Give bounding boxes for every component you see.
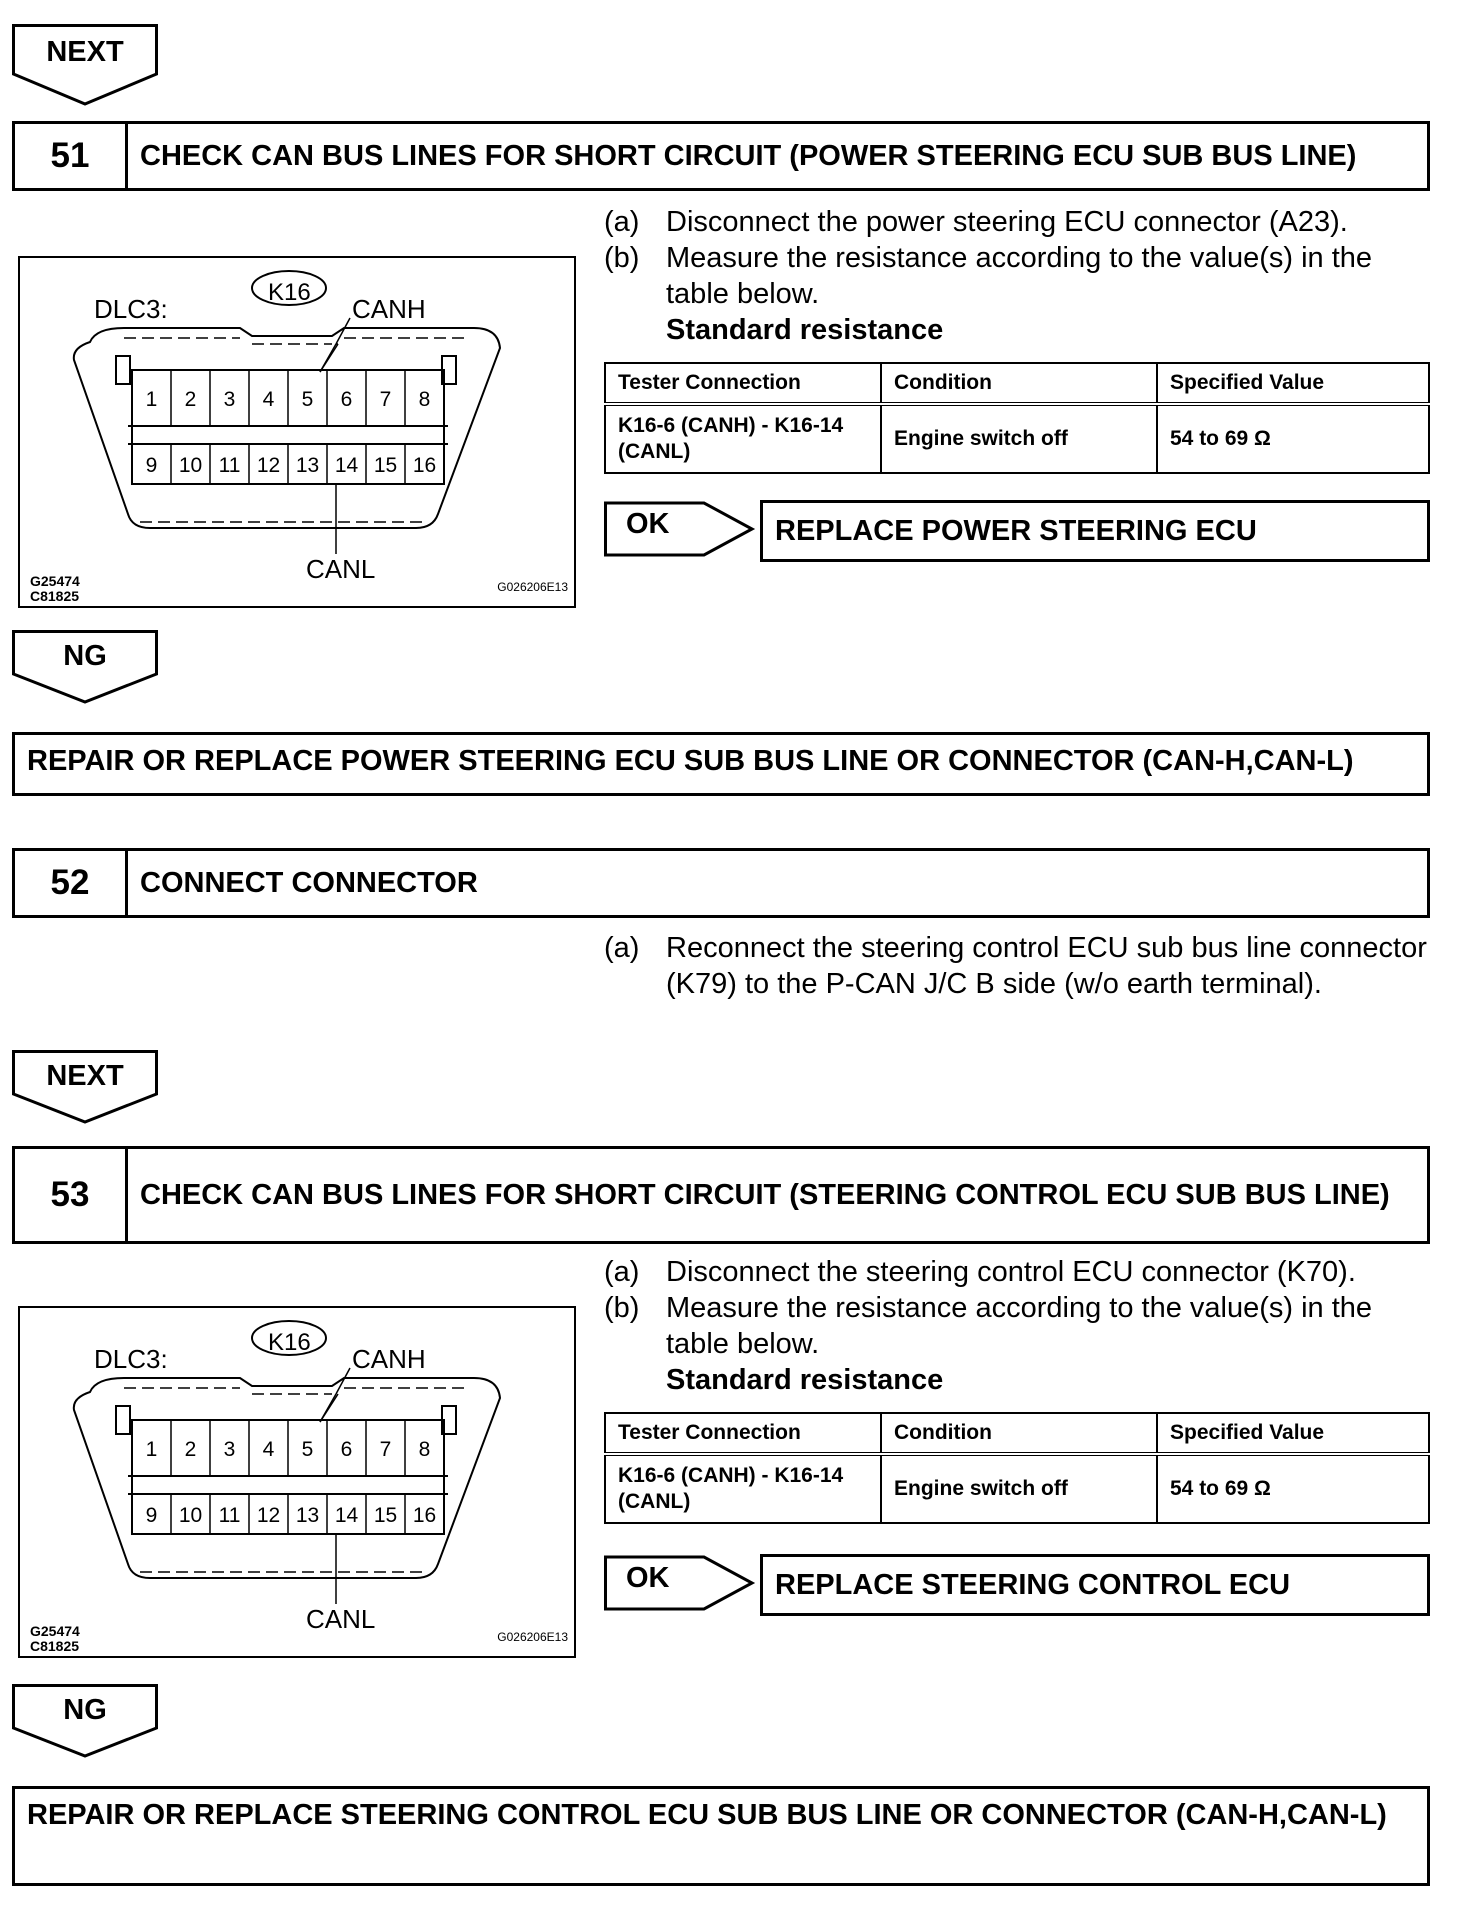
pin-number: 8 — [418, 1438, 431, 1461]
table-cell: K16-6 (CANH) - K16-14 (CANL) — [605, 1454, 881, 1523]
step-52-instructions — [604, 930, 1434, 1002]
step-title: CHECK CAN BUS LINES FOR SHORT CIRCUIT (POWER STEERING ECU SUB BUS LINE) — [140, 140, 1357, 172]
pin-number: 10 — [178, 454, 203, 477]
instruction-item: (b) Measure the resistance according to the value(s) in the table below. — [604, 1292, 1373, 1360]
step-53-header — [12, 1146, 1430, 1244]
ok-result-box: REPLACE POWER STEERING ECU — [760, 500, 1430, 562]
table-header-row — [605, 1413, 1429, 1454]
step-number: 53 — [15, 1149, 128, 1241]
next-arrow — [12, 24, 158, 108]
ok-label: OK — [626, 508, 670, 540]
table-header-row — [605, 363, 1429, 404]
table-row — [605, 1454, 1429, 1523]
pin-number: 3 — [223, 1438, 236, 1461]
ok-label: OK — [626, 1562, 670, 1594]
pin-number: 16 — [412, 454, 437, 477]
canl-label: CANL — [306, 554, 376, 584]
pin-number: 12 — [256, 1504, 281, 1527]
pin-number: 11 — [218, 1504, 241, 1527]
pin-number: 2 — [184, 1438, 197, 1461]
pin-number: 6 — [340, 388, 353, 411]
pin-number: 16 — [412, 1504, 437, 1527]
ng-label: NG — [63, 1694, 107, 1726]
pin-number: 4 — [262, 388, 275, 411]
pin-number: 15 — [373, 454, 398, 477]
pin-number: 2 — [184, 388, 197, 411]
step-number: 52 — [15, 851, 128, 915]
pin-number: 10 — [178, 1504, 203, 1527]
ok-arrow — [604, 498, 756, 560]
table-cell: K16-6 (CANH) - K16-14 (CANL) — [605, 404, 881, 473]
pin-number: 5 — [301, 1438, 314, 1461]
table-cell: 54 to 69 Ω — [1157, 404, 1429, 473]
instruction-item: (a) Disconnect the power steering ECU connector (A23). — [604, 206, 1348, 238]
figure-code-left: G25474 C81825 — [30, 573, 80, 604]
standard-resistance-label: Standard resistance — [666, 1364, 944, 1396]
ng-arrow — [12, 1684, 158, 1768]
pin-number: 7 — [379, 388, 392, 411]
ng-label: NG — [63, 640, 107, 672]
step-title: CONNECT CONNECTOR — [140, 867, 478, 899]
step-51-header — [12, 121, 1430, 191]
pin-number: 7 — [379, 1438, 392, 1461]
standard-resistance-label: Standard resistance — [666, 314, 944, 346]
pin-number: 9 — [145, 454, 158, 477]
connector-drawing — [20, 258, 574, 606]
connector-label: DLC3: — [94, 1344, 168, 1374]
canh-label: CANH — [352, 1344, 426, 1374]
table-header: Condition — [881, 363, 1157, 404]
dlc3-connector-figure — [18, 1306, 576, 1658]
table-header: Specified Value — [1157, 363, 1429, 404]
ok-result-box: REPLACE STEERING CONTROL ECU — [760, 1554, 1430, 1616]
table-cell: Engine switch off — [881, 1454, 1157, 1523]
step-51-spec-table — [604, 362, 1430, 474]
dlc3-connector-figure — [18, 256, 576, 608]
pin-number: 9 — [145, 1504, 158, 1527]
pin-number: 11 — [218, 454, 241, 477]
connector-drawing — [20, 1308, 574, 1656]
ng-result-box: REPAIR OR REPLACE POWER STEERING ECU SUB BUS LINE OR CONNECTOR (CAN-H,CAN-L) — [12, 732, 1430, 796]
connector-id: K16 — [268, 279, 311, 306]
table-cell: 54 to 69 Ω — [1157, 1454, 1429, 1523]
connector-id: K16 — [268, 1329, 311, 1356]
next-label: NEXT — [46, 36, 124, 68]
instruction-item: (b) Measure the resistance according to the value(s) in the table below. — [604, 242, 1373, 310]
canh-label: CANH — [352, 294, 426, 324]
table-header: Specified Value — [1157, 1413, 1429, 1454]
pin-number: 8 — [418, 388, 431, 411]
pin-number: 14 — [334, 454, 359, 477]
pin-number: 12 — [256, 454, 281, 477]
ng-arrow — [12, 630, 158, 714]
step-53-instructions — [604, 1254, 1434, 1398]
next-label: NEXT — [46, 1060, 124, 1092]
next-arrow — [12, 1050, 158, 1134]
figure-code-right: G026206E13 — [497, 580, 568, 594]
table-header: Tester Connection — [605, 363, 881, 404]
pin-number: 6 — [340, 1438, 353, 1461]
table-header: Tester Connection — [605, 1413, 881, 1454]
step-number: 51 — [15, 124, 128, 188]
table-cell: Engine switch off — [881, 404, 1157, 473]
pin-number: 14 — [334, 1504, 359, 1527]
canl-label: CANL — [306, 1604, 376, 1634]
connector-label: DLC3: — [94, 294, 168, 324]
ng-result-box: REPAIR OR REPLACE STEERING CONTROL ECU SUB BUS LINE OR CONNECTOR (CAN-H,CAN-L) — [12, 1786, 1430, 1886]
step-53-spec-table — [604, 1412, 1430, 1524]
pin-number: 15 — [373, 1504, 398, 1527]
figure-code-right: G026206E13 — [497, 1630, 568, 1644]
instruction-item: (a) Disconnect the steering control ECU connector (K70). — [604, 1256, 1356, 1288]
pin-number: 3 — [223, 388, 236, 411]
pin-number: 13 — [295, 454, 320, 477]
pin-number: 4 — [262, 1438, 275, 1461]
instruction-item: (a) Reconnect the steering control ECU sub bus line connector (K79) to the P-CAN J/C B side (w/o earth terminal). — [604, 932, 1427, 1000]
pin-number: 5 — [301, 388, 314, 411]
table-row — [605, 404, 1429, 473]
table-header: Condition — [881, 1413, 1157, 1454]
ok-arrow — [604, 1552, 756, 1614]
pin-number: 13 — [295, 1504, 320, 1527]
pin-number: 1 — [145, 388, 158, 411]
pin-number: 1 — [145, 1438, 158, 1461]
step-52-header — [12, 848, 1430, 918]
figure-code-left: G25474 C81825 — [30, 1623, 80, 1654]
step-51-instructions — [604, 204, 1434, 348]
step-title: CHECK CAN BUS LINES FOR SHORT CIRCUIT (STEERING CONTROL ECU SUB BUS LINE) — [140, 1179, 1390, 1211]
